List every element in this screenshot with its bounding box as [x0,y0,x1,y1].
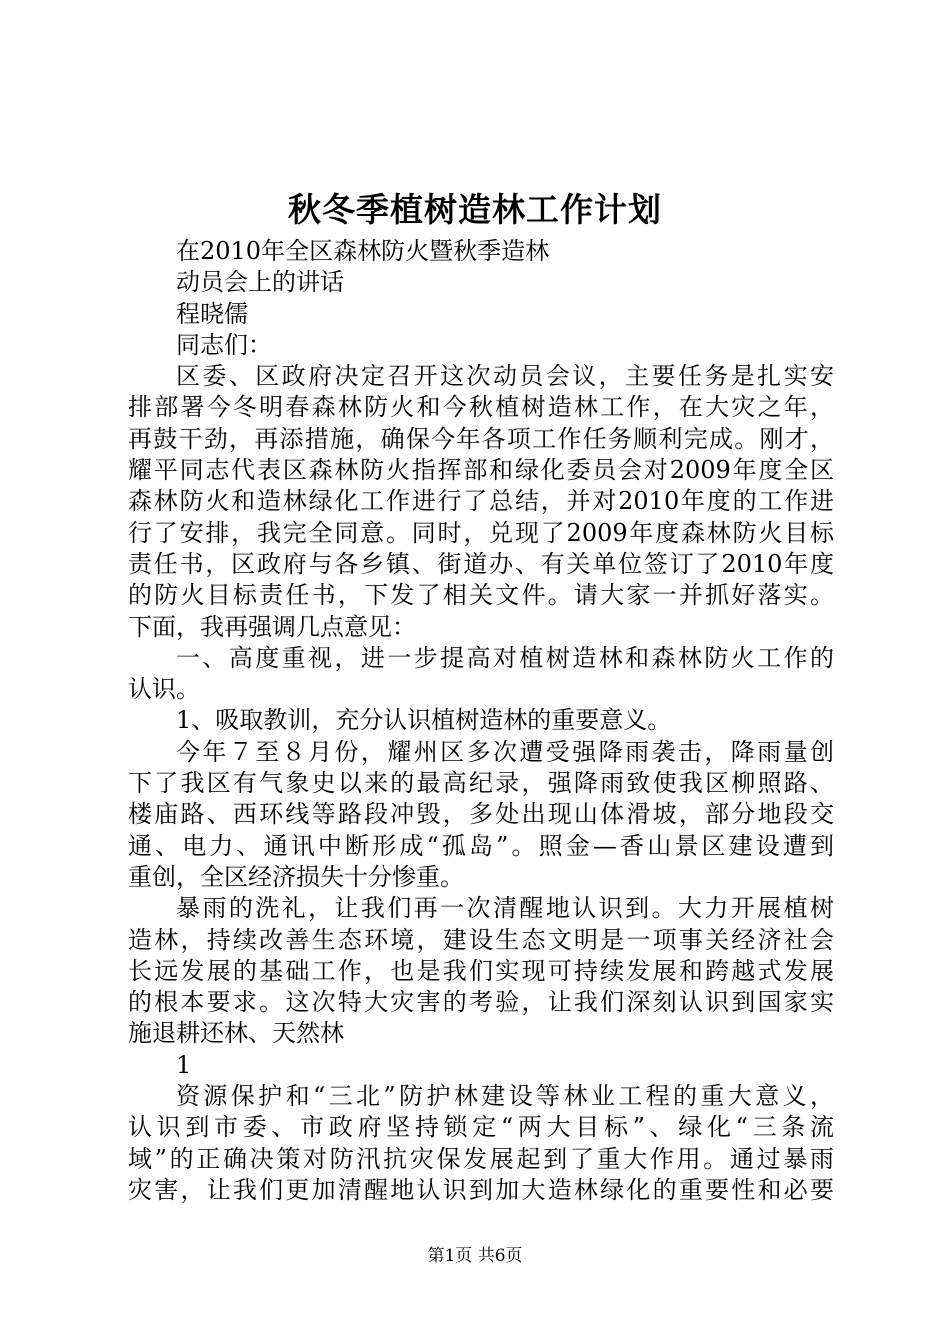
text-line: 区委、区政府决定召开这次动员会议，主要任务是扎实安 [176,362,834,391]
text-line: 楼庙路、西环线等路段冲毁，多处出现山体滑坡，部分地段交 [128,800,834,829]
text-line: 认识。 [128,675,200,704]
text-line: 1、吸取教训，充分认识植树造林的重要意义。 [176,706,672,735]
page-footer: 第1页 共6页 [427,1246,523,1266]
text-line: 下了我区有气象史以来的最高纪录，强降雨致使我区柳照路、 [128,769,834,798]
text-line: 重创，全区经济损失十分惨重。 [128,862,464,891]
text-line: 排部署今冬明春森林防火和今秋植树造林工作，在大灾之年， [128,393,834,422]
document-title: 秋冬季植树造林工作计划 [288,190,662,229]
text-line: 1 [176,1050,192,1079]
text-line: 长远发展的基础工作，也是我们实现可持续发展和跨越式发展 [128,956,834,985]
text-line: 同志们： [176,330,272,359]
document-body [128,236,834,1206]
text-line: 行了安排，我完全同意。同时，兑现了2009年度森林防火目标 [128,518,834,547]
text-line: 灾害，让我们更加清醒地认识到加大造林绿化的重要性和必要 [128,1175,834,1204]
text-line: 一、高度重视，进一步提高对植树造林和森林防火工作的 [176,643,834,672]
text-line: 再鼓干劲，再添措施，确保今年各项工作任务顺利完成。刚才， [128,424,834,453]
text-line: 在2010年全区森林防火暨秋季造林 [176,237,550,265]
text-line: 今年７至８月份，耀州区多次遭受强降雨袭击，降雨量创 [176,737,834,766]
text-line: 资源保护和“三北”防护林建设等林业工程的重大意义， [176,1082,834,1111]
text-line: 通、电力、通讯中断形成“孤岛”。照金—香山景区建设遭到 [128,831,834,860]
text-line: 施退耕还林、天然林 [128,1019,344,1048]
text-line: 的防火目标责任书，下发了相关文件。请大家一并抓好落实。 [128,581,834,610]
text-line: 动员会上的讲话 [176,268,344,297]
text-line: 耀平同志代表区森林防火指挥部和绿化委员会对2009年度全区 [128,456,834,485]
text-line: 域”的正确决策对防汛抗灾保发展起到了重大作用。通过暴雨 [128,1144,834,1173]
text-line: 下面，我再强调几点意见： [128,612,416,641]
text-line: 森林防火和造林绿化工作进行了总结，并对2010年度的工作进 [128,487,834,516]
text-line: 造林，持续改善生态环境，建设生态文明是一项事关经济社会 [128,925,834,954]
text-line: 责任书，区政府与各乡镇、街道办、有关单位签订了2010年度 [128,549,834,578]
text-line: 认识到市委、市政府坚持锁定“两大目标”、绿化“三条流 [128,1113,834,1142]
text-line: 的根本要求。这次特大灾害的考验，让我们深刻认识到国家实 [128,988,834,1017]
text-line: 暴雨的洗礼，让我们再一次清醒地认识到。大力开展植树 [176,894,834,923]
text-line: 程晓儒 [176,299,248,328]
